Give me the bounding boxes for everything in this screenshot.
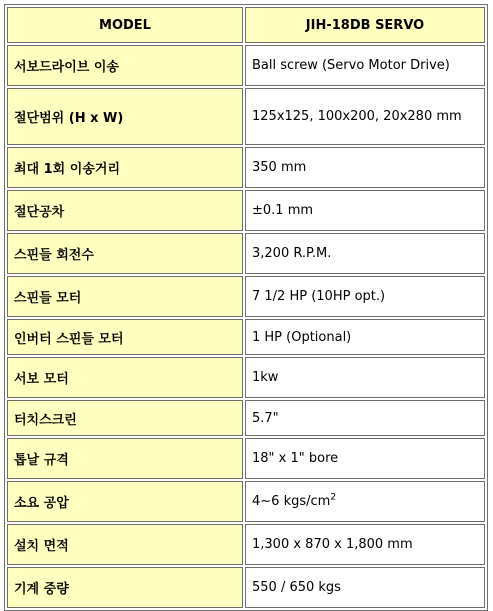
spec-value [245, 233, 485, 274]
table-row [7, 88, 485, 145]
spec-label: 기계 중량 [7, 567, 243, 608]
spec-label: 스핀들 모터 [7, 276, 243, 317]
spec-value-text: 550 / 650 kgs [252, 580, 341, 595]
table-row [7, 233, 485, 274]
spec-value [245, 276, 485, 317]
table-row [7, 438, 485, 479]
spec-value-text: 1 HP (Optional) [252, 329, 352, 345]
spec-value [245, 319, 485, 355]
spec-table-body [7, 7, 485, 608]
spec-value [245, 357, 485, 398]
spec-value [245, 190, 485, 231]
table-row [7, 524, 485, 565]
spec-label: 인버터 스핀들 모터 [7, 319, 243, 355]
spec-value [245, 147, 485, 188]
spec-label: 절단공차 [7, 190, 243, 231]
spec-label: 최대 1회 이송거리 [7, 147, 243, 188]
table-row [7, 45, 485, 86]
spec-value-text: 18" x 1" bore [252, 451, 339, 466]
spec-label: 스핀들 회전수 [7, 233, 243, 274]
spec-value-text: 125x125, 100x200, 20x280 mm [252, 109, 462, 124]
spec-label: 소요 공압 [7, 481, 243, 522]
spec-value [245, 88, 485, 145]
table-row [7, 567, 485, 608]
spec-label: 절단범위 (H x W) [7, 88, 243, 145]
spec-value [245, 481, 485, 522]
spec-value-text: ±0.1 mm [252, 203, 314, 218]
spec-label: 서보 모터 [7, 357, 243, 398]
spec-label: 설치 면적 [7, 524, 243, 565]
spec-value [245, 45, 485, 86]
table-row [7, 319, 485, 355]
spec-value-text: 350 mm [252, 160, 307, 175]
spec-value-text: Ball screw (Servo Motor Drive) [252, 58, 450, 73]
spec-value-text: 3,200 R.P.M. [252, 246, 332, 261]
table-row [7, 276, 485, 317]
table-row [7, 190, 485, 231]
table-row [7, 481, 485, 522]
spec-value [245, 438, 485, 479]
table-header-row [7, 7, 485, 43]
spec-table [4, 4, 488, 611]
spec-value-text: 1,300 x 870 x 1,800 mm [252, 537, 413, 552]
spec-label: 터치스크린 [7, 400, 243, 436]
spec-label: 서보드라이브 이송 [7, 45, 243, 86]
spec-value [245, 567, 485, 608]
table-row [7, 357, 485, 398]
table-row [7, 400, 485, 436]
spec-value-text: 5.7" [252, 410, 279, 426]
spec-value-text: 7 1/2 HP (10HP opt.) [252, 289, 386, 304]
spec-value-superscript: 2 [330, 492, 337, 503]
spec-value-text: 4~6 kgs/cm [252, 494, 331, 509]
table-row [7, 147, 485, 188]
spec-value-text: 1kw [252, 370, 279, 385]
spec-value [245, 400, 485, 436]
spec-label: 톱날 규격 [7, 438, 243, 479]
spec-value [245, 524, 485, 565]
header-model-value: JIH-18DB SERVO [245, 7, 485, 43]
header-model-label: MODEL [7, 7, 243, 43]
